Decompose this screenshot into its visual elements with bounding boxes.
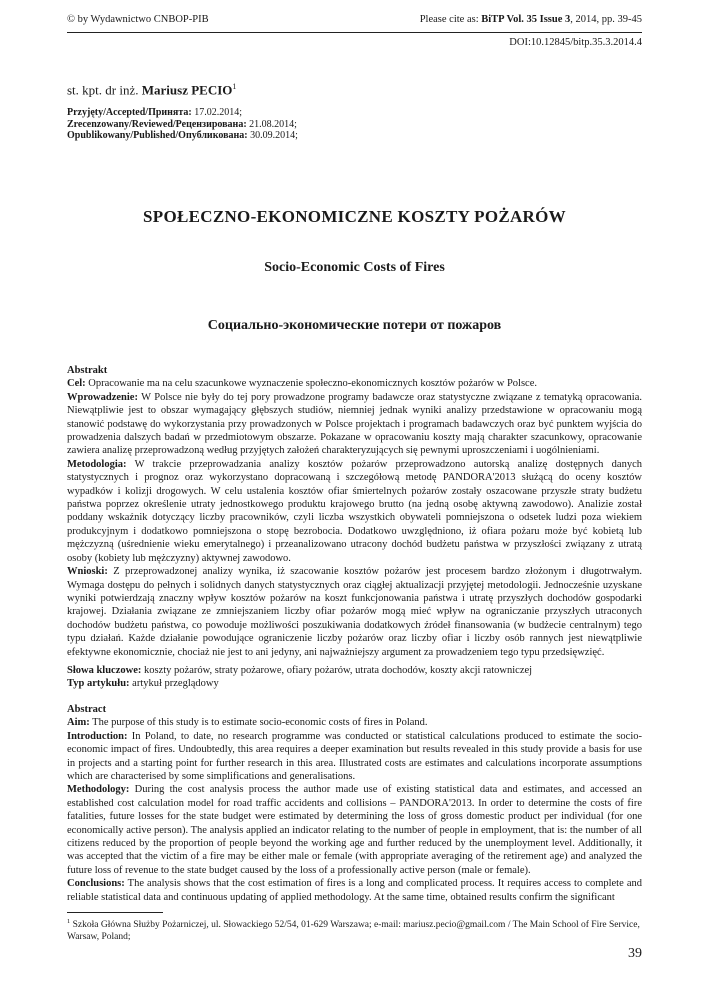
abstract-heading: Abstract xyxy=(67,704,107,715)
doi: DOI:10.12845/bitp.35.3.2014.4 xyxy=(509,37,642,48)
journal-ref: BiTP Vol. 35 Issue 3 xyxy=(481,14,571,25)
date-reviewed: Zrecenzowany/Reviewed/Рецензирована: 21.08.2014; xyxy=(67,118,297,130)
publication-dates xyxy=(67,107,298,142)
abstract-section: Wnioski: Z przeprowadzonej analizy wynika, iż szacowanie kosztów pożarów jest procesem bardzo złożonym i długotrwałym. Wymaga dostępu do pełnych i solidnych danych statystycznych oraz ciągłej aktualizacji przyjętej metodologii. Jednocześnie uzyskane wyniki potwierdzają znaczny wpływ kosztów pożarów na koszt funkcjonowania państwa i utratę przyszłych dochodów gospodarki krajowej. Działania związane ze zmniejszaniem liczby ofiar pożarów mogą mieć wpływ na ograniczanie przyszłych utraconych dochodów budżetu państwa, co powoduje możliwości poszukiwania dodatkowych źródeł finansowania (w budżecie centralnym) tego typu działań. Każde działanie powodujące ograniczenie liczby pożarów oraz liczby ofiar i liczby osób rannych jest niewątpliwie efektywne ekonomicznie, chociaż nie jest to ani jedyny, ani najważniejszy argument za prowadzeniem tego typu przedsięwzięć. xyxy=(67,566,642,658)
date-accepted: Przyjęty/Accepted/Принята: 17.02.2014; xyxy=(67,107,242,118)
keywords: Słowa kluczowe: koszty pożarów, straty pożarowe, ofiary pożarów, utrata dochodów, koszty akcji ratowniczej xyxy=(67,665,533,676)
abstract-polish xyxy=(67,364,642,659)
article-type: Typ artykułu: artykuł przeglądowy xyxy=(67,678,219,690)
abstract-section: Wprowadzenie: W Polsce nie były do tej pory prowadzone programy badawcze oraz statystyczne związane z tematyką opracowania. Niewątpliwie jest to obszar wymagający głębszych studiów, niemniej jednak wyniki analizy przedstawione w opracowaniu mogą stanowić podstawę do wykorzystania przy prowadzonych w Polsce projektach i programach badawczych oraz być punktem wyjścia do prowadzenia dalszych badań w przedmiotowym obszarze. Pokazane w opracowaniu koszty mają charakter szacunkowy, opracowanie zawiera analizę przeprowadzoną według przyjętych założeń charakteryzujących się pewnymi uproszczeniami i uogólnieniami. xyxy=(67,391,642,457)
author-name: Mariusz PECIO xyxy=(141,82,233,98)
author-line: st. kpt. dr inż. Mariusz PECIO$^1$ xyxy=(67,82,237,98)
keywords-block xyxy=(67,664,642,691)
publisher-copyright: © by Wydawnictwo CNBOP-PIB xyxy=(67,14,209,25)
date-published: Opublikowany/Published/Опубликована: 30.09.2014; xyxy=(67,130,298,141)
footnote-divider xyxy=(67,912,163,913)
title-polish: SPOŁECZNO-EKONOMICZNE KOSZTY POŻARÓW xyxy=(143,207,566,226)
page-number: 39 xyxy=(628,946,642,961)
citation-line: Please cite as: BiTP Vol. 35 Issue 3, 2014, pp. 39-45 xyxy=(419,14,642,25)
abstract-section: Metodologia: W trakcie przeprowadzania analizy kosztów pożarów przeprowadzono autorską analizę dostępnych danych statystycznych i prognoz oraz wykorzystano dopracowaną i szczegółową metodę PANDORA'2013 służącą do oceny kosztów wypadków i kolizji drogowych. W celu ustalenia kosztów ofiar śmiertelnych pożarów zostały oszacowane przyszłe straty budżetu państwa poprzez określenie utraty jednostkowego produktu krajowego brutto (na jedną osobę aktywną zawodowo). Analizie został poddany wskaźnik dotyczący liczby pracowników, czyli liczba wszystkich obywateli pomniejszona o odsetek ludzi poza wiekiem produkcyjnym i dodatkowo pomniejszona o stopę bezrobocia. Dodatkowo uwzględniono, iż ofiara pożaru może być kobietą lub mężczyzną (uśrednienie wieku emerytalnego) i przeanalizowano utracony dochód budżetu państwa w przyszłości związany z utratą osoby (kobiety lub mężczyzny) aktywnej zawodowo. xyxy=(67,458,642,564)
running-header xyxy=(67,14,642,28)
abstract-section: Aim: The purpose of this study is to estimate socio-economic costs of fires in Poland. xyxy=(67,717,428,729)
footnote: $^1$ Szkoła Główna Służby Pożarniczej, ul. Słowackiego 52/54, 01-629 Warszawa; e-mail: mariusz.pecio@gmail.com / The Main School of Fire Service, Warsaw, Poland; xyxy=(67,918,640,942)
abstract-section: Introduction: In Poland, to date, no research programme was conducted or statistical calculations produced to estimate the socio-economic impact of fires. Undoubtedly, this area requires a deeper examination but results revealed in this study provide a basis for use in projects and a starting point for further research in this area. Illustrated costs are estimates and calculations incorporate assumptions which are characterised by some simplifications and generalisations. xyxy=(67,730,642,783)
abstract-heading: Abstrakt xyxy=(67,365,108,376)
abstract-section: Cel: Opracowanie ma na celu szacunkowe wyznaczenie społeczno-ekonomicznych kosztów pożarów w Polsce. xyxy=(67,378,537,390)
abstract-section: Methodology: During the cost analysis process the author made use of existing statistical data and estimates, and accessed an established cost calculation model for road traffic accidents and collisions – PANDORA'2013. In order to determine the costs of fire fatalities, future losses for the state budget were estimated by determining the loss of gross domestic product per individual (for one economically active person). The analysis applied an indicator relating to the number of people in employment, that is: the number of all citizens reduced by the proportion of people beyond the working age and further reduced by the unemployment level. Additionally, it was accepted that the victim of a fire may be either male or female (with appropriate averaging of the retirement age) and analyzed the future loss of revenue to the state budget caused by the loss of a professionally active person (male or female). xyxy=(67,784,642,876)
title-english: Socio-Economic Costs of Fires xyxy=(264,260,445,275)
abstract-section: Conclusions: The analysis shows that the cost estimation of fires is a long and complicated process. It requires access to complete and reliable statistical data and continuous updating of applied methodology. At the same time, obtained results confirm the significant xyxy=(67,878,642,903)
title-russian: Социально-экономические потери от пожаров xyxy=(207,318,502,333)
paper-page xyxy=(67,0,642,1003)
header-divider xyxy=(67,32,642,33)
abstract-english xyxy=(67,703,642,904)
author-footnote-mark: 1 xyxy=(232,82,237,91)
